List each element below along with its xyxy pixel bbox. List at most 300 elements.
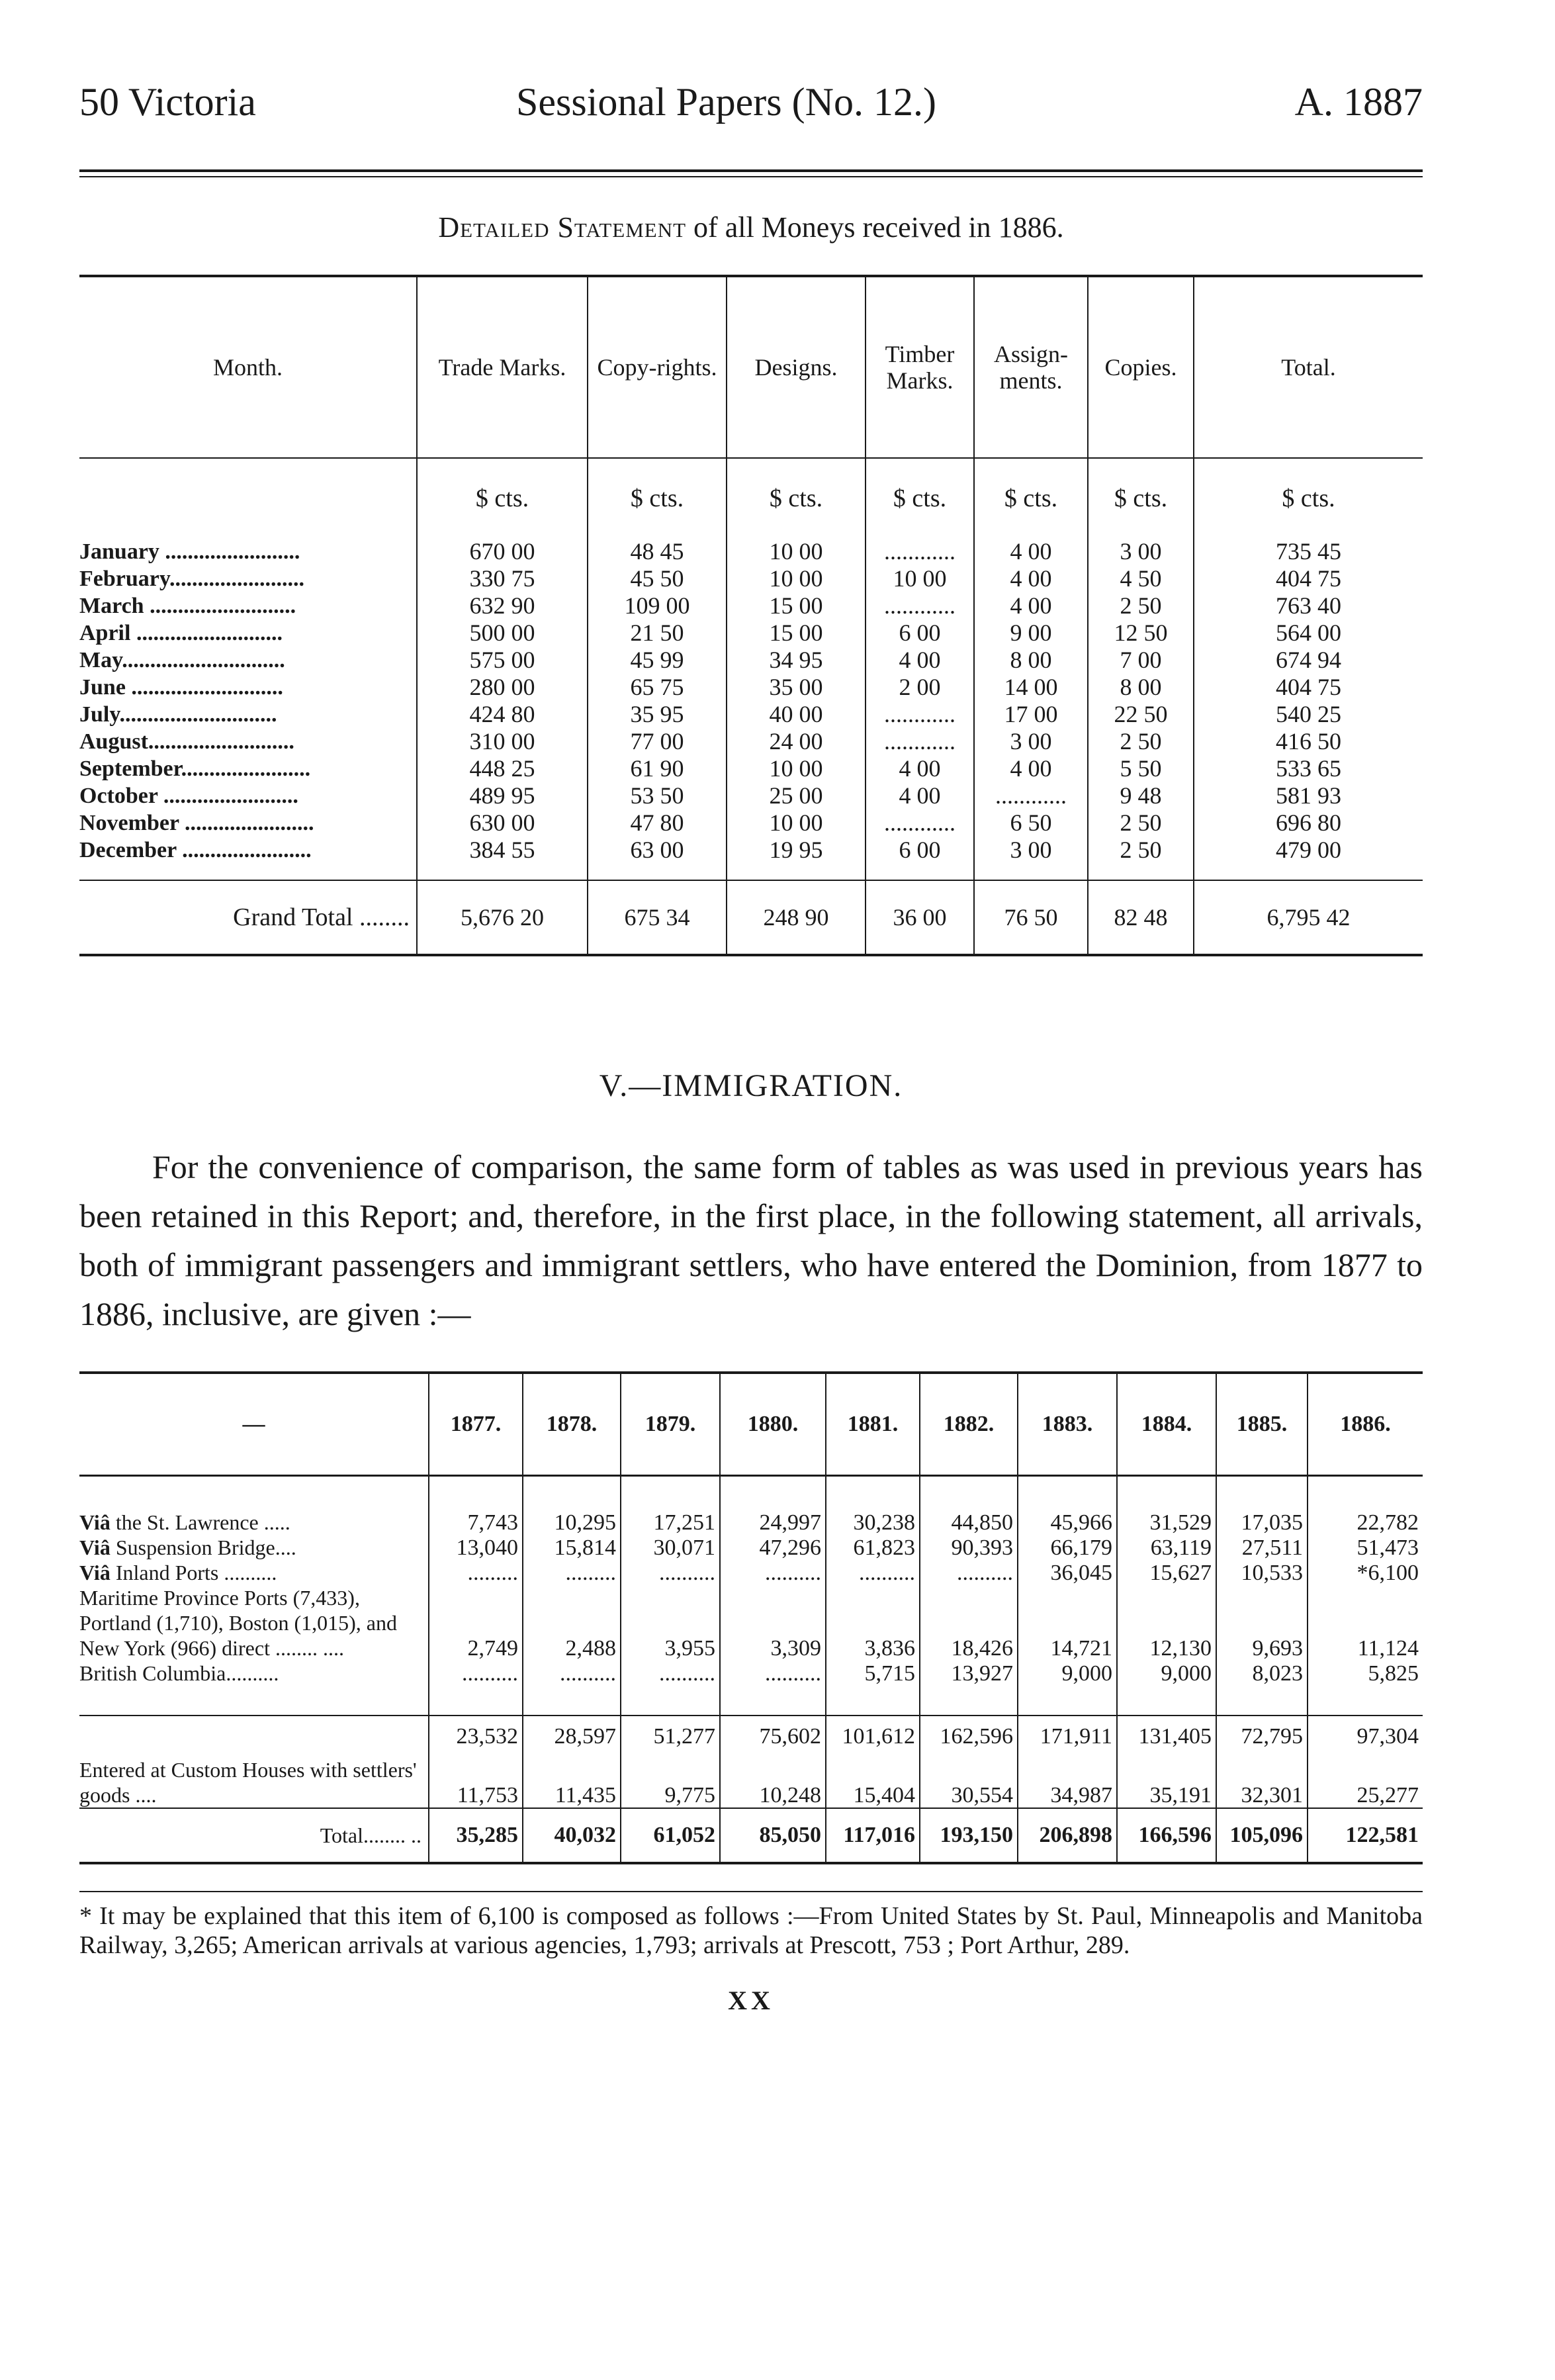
moneys-cell: 12 50 xyxy=(1088,619,1194,647)
immigration-total-cell: 193,150 xyxy=(920,1808,1018,1863)
immigration-row-text: Suspension Bridge.... xyxy=(115,1535,296,1559)
immigration-cell: .......... xyxy=(523,1661,621,1686)
moneys-cell: 4 00 xyxy=(974,538,1088,565)
immigration-cell: 9,000 xyxy=(1018,1661,1117,1686)
moneys-cell: 575 00 xyxy=(417,647,588,674)
immigration-cell: 9,693 xyxy=(1216,1585,1308,1661)
moneys-gap-cell xyxy=(1194,864,1423,880)
moneys-cell: 6 00 xyxy=(866,619,974,647)
immigration-cell: .......... xyxy=(720,1560,826,1585)
moneys-cell: 45 99 xyxy=(588,647,727,674)
immigration-cell: 15,627 xyxy=(1117,1560,1216,1585)
running-head xyxy=(79,79,1423,132)
moneys-grand-total-cell: 76 50 xyxy=(974,880,1088,955)
immigration-customs-cell: 25,277 xyxy=(1308,1757,1423,1808)
moneys-month: April .......................... xyxy=(79,621,283,645)
immigration-via-prefix: Viâ xyxy=(79,1510,111,1534)
moneys-cell: 15 00 xyxy=(727,592,866,619)
immigration-cell: 61,823 xyxy=(826,1535,920,1560)
moneys-cell: 9 48 xyxy=(1088,782,1194,809)
moneys-cell: 47 80 xyxy=(588,809,727,837)
immigration-spacer-cell xyxy=(1308,1476,1423,1510)
moneys-cell: 45 50 xyxy=(588,565,727,592)
immigration-cell: 15,814 xyxy=(523,1535,621,1560)
immigration-spacer-cell xyxy=(920,1686,1018,1716)
page-folio: XX xyxy=(728,1986,774,2015)
immigration-subtotal-cell: 101,612 xyxy=(826,1716,920,1757)
immigration-via-prefix: Viâ xyxy=(79,1561,111,1584)
moneys-cell: 10 00 xyxy=(727,755,866,782)
moneys-cell: 3 00 xyxy=(1088,538,1194,565)
moneys-cell: 632 90 xyxy=(417,592,588,619)
immigration-year-header: 1885. xyxy=(1216,1373,1308,1476)
footnote: * It may be explained that this item of 6,100 is composed as follows :—From United States by St. Paul, Minneapolis and Manitoba Railway, 3,265; American arrivals at various agencies, 1,793; arrivals at Prescott, 753 ; Port Arthur, 289. xyxy=(79,1891,1423,1960)
moneys-gap-cell xyxy=(974,864,1088,880)
immigration-cell: 17,251 xyxy=(621,1510,720,1535)
immigration-year-header: 1878. xyxy=(523,1373,621,1476)
moneys-col-header: Assign-ments. xyxy=(974,276,1088,458)
immigration-cell: .......... xyxy=(621,1661,720,1686)
immigration-total-cell: 85,050 xyxy=(720,1808,826,1863)
immigration-cell: ......... xyxy=(429,1560,523,1585)
table1-title-prefix: Detailed Statement xyxy=(438,211,687,244)
moneys-gap-cell xyxy=(727,864,866,880)
immigration-cell: 30,071 xyxy=(621,1535,720,1560)
moneys-cell: 4 00 xyxy=(974,592,1088,619)
immigration-cell: 7,743 xyxy=(429,1510,523,1535)
immigration-row xyxy=(79,1661,1423,1686)
moneys-month: September....................... xyxy=(79,756,311,781)
moneys-cell: 17 00 xyxy=(974,701,1088,728)
moneys-cell: ............ xyxy=(866,701,974,728)
moneys-row xyxy=(79,674,1423,701)
moneys-gap-cell xyxy=(79,864,417,880)
immigration-row-text: British Columbia.......... xyxy=(79,1661,279,1685)
immigration-spacer-cell xyxy=(621,1686,720,1716)
immigration-spacer-cell xyxy=(1018,1686,1117,1716)
immigration-row-label xyxy=(79,1535,429,1560)
moneys-cell: 404 75 xyxy=(1194,674,1423,701)
moneys-cell: 10 00 xyxy=(727,809,866,837)
moneys-cell: 2 50 xyxy=(1088,592,1194,619)
immigration-cell: 10,295 xyxy=(523,1510,621,1535)
moneys-cell: 8 00 xyxy=(1088,674,1194,701)
table1-title-rest: of all Moneys received in 1886. xyxy=(693,211,1064,244)
immigration-cell: 47,296 xyxy=(720,1535,826,1560)
immigration-row xyxy=(79,1510,1423,1535)
immigration-cell: 36,045 xyxy=(1018,1560,1117,1585)
immigration-spacer-cell xyxy=(720,1476,826,1510)
immigration-cell: .......... xyxy=(621,1560,720,1585)
immigration-spacer-cell xyxy=(720,1686,826,1716)
immigration-spacer-cell xyxy=(621,1476,720,1510)
immigration-cell: 31,529 xyxy=(1117,1510,1216,1535)
moneys-gap-cell xyxy=(588,864,727,880)
moneys-row xyxy=(79,647,1423,674)
moneys-col-header: Timber Marks. xyxy=(866,276,974,458)
immigration-spacer-cell xyxy=(429,1476,523,1510)
immigration-customs-cell: 30,554 xyxy=(920,1757,1018,1808)
document-page xyxy=(79,79,1423,2016)
table1-title xyxy=(79,210,1423,244)
immigration-subtotal-cell: 162,596 xyxy=(920,1716,1018,1757)
moneys-cell: 2 50 xyxy=(1088,728,1194,755)
section-title: V.—IMMIGRATION. xyxy=(599,1068,903,1103)
immigration-year-header: 1884. xyxy=(1117,1373,1216,1476)
moneys-cell: 500 00 xyxy=(417,619,588,647)
immigration-subtotal-label xyxy=(79,1716,429,1757)
immigration-customs-label: Entered at Custom Houses with settlers' goods .... xyxy=(79,1758,417,1807)
immigration-row-label xyxy=(79,1560,429,1585)
moneys-unit-label: $ cts. xyxy=(866,458,974,538)
immigration-cell: 13,927 xyxy=(920,1661,1018,1686)
moneys-cell: 24 00 xyxy=(727,728,866,755)
immigration-total-cell: 35,285 xyxy=(429,1808,523,1863)
moneys-cell: 4 00 xyxy=(866,755,974,782)
immigration-cell: .......... xyxy=(920,1560,1018,1585)
moneys-cell: 7 00 xyxy=(1088,647,1194,674)
immigration-subtotal-cell: 97,304 xyxy=(1308,1716,1423,1757)
moneys-month: January ........................ xyxy=(79,539,300,564)
immigration-cell: 45,966 xyxy=(1018,1510,1117,1535)
moneys-row xyxy=(79,538,1423,565)
immigration-cell: .......... xyxy=(720,1661,826,1686)
immigration-year-header: 1883. xyxy=(1018,1373,1117,1476)
immigration-row-label xyxy=(79,1585,429,1661)
immigration-spacer-cell xyxy=(920,1476,1018,1510)
moneys-cell: 670 00 xyxy=(417,538,588,565)
immigration-spacer-cell xyxy=(79,1476,429,1510)
moneys-month: February........................ xyxy=(79,567,304,591)
immigration-spacer-cell xyxy=(79,1686,429,1716)
immigration-table-header xyxy=(79,1373,1423,1476)
moneys-grand-total-cell: 5,676 20 xyxy=(417,880,588,955)
moneys-month: August.......................... xyxy=(79,729,294,754)
immigration-total-cell: 105,096 xyxy=(1216,1808,1308,1863)
moneys-cell: 10 00 xyxy=(727,565,866,592)
immigration-table xyxy=(79,1371,1423,1864)
moneys-table-header xyxy=(79,276,1423,458)
immigration-cell: 18,426 xyxy=(920,1585,1018,1661)
moneys-unit-label: $ cts. xyxy=(974,458,1088,538)
immigration-total-cell: 117,016 xyxy=(826,1808,920,1863)
moneys-cell: 77 00 xyxy=(588,728,727,755)
immigration-customs-cell: 15,404 xyxy=(826,1757,920,1808)
moneys-cell: 63 00 xyxy=(588,837,727,864)
moneys-unit-label: $ cts. xyxy=(588,458,727,538)
immigration-subtotal-cell: 75,602 xyxy=(720,1716,826,1757)
moneys-grand-total-row xyxy=(79,880,1423,955)
immigration-subtotal-cell: 28,597 xyxy=(523,1716,621,1757)
moneys-month: July............................ xyxy=(79,702,277,727)
immigration-row xyxy=(79,1535,1423,1560)
immigration-customs-cell: 32,301 xyxy=(1216,1757,1308,1808)
immigration-cell: 10,533 xyxy=(1216,1560,1308,1585)
moneys-cell: 40 00 xyxy=(727,701,866,728)
immigration-spacer-cell xyxy=(1216,1476,1308,1510)
moneys-cell: 4 00 xyxy=(866,647,974,674)
moneys-gap-cell xyxy=(1088,864,1194,880)
immigration-cell: 44,850 xyxy=(920,1510,1018,1535)
immigration-subtotal-cell: 23,532 xyxy=(429,1716,523,1757)
immigration-spacer-cell xyxy=(1117,1686,1216,1716)
immigration-row-text: the St. Lawrence ..... xyxy=(115,1510,290,1534)
moneys-cell: 14 00 xyxy=(974,674,1088,701)
moneys-cell: 8 00 xyxy=(974,647,1088,674)
moneys-cell: 416 50 xyxy=(1194,728,1423,755)
moneys-cell: 5 50 xyxy=(1088,755,1194,782)
moneys-cell: 65 75 xyxy=(588,674,727,701)
immigration-row-label xyxy=(79,1510,429,1535)
immigration-cell: ......... xyxy=(523,1560,621,1585)
immigration-spacer-cell xyxy=(523,1686,621,1716)
moneys-cell: 581 93 xyxy=(1194,782,1423,809)
immigration-customs-cell: 10,248 xyxy=(720,1757,826,1808)
immigration-total-row xyxy=(79,1808,1423,1863)
moneys-cell: 3 00 xyxy=(974,728,1088,755)
immigration-subtotal-cell: 131,405 xyxy=(1117,1716,1216,1757)
moneys-row xyxy=(79,701,1423,728)
immigration-cell: .......... xyxy=(826,1560,920,1585)
immigration-subtotal-cell: 72,795 xyxy=(1216,1716,1308,1757)
moneys-cell: 35 00 xyxy=(727,674,866,701)
immigration-total-cell: 166,596 xyxy=(1117,1808,1216,1863)
moneys-table xyxy=(79,275,1423,956)
moneys-cell: 424 80 xyxy=(417,701,588,728)
immigration-spacer-cell xyxy=(429,1686,523,1716)
immigration-cell: 2,749 xyxy=(429,1585,523,1661)
moneys-month: May............................. xyxy=(79,648,285,672)
moneys-row xyxy=(79,755,1423,782)
immigration-spacer-cell xyxy=(826,1476,920,1510)
moneys-cell: 564 00 xyxy=(1194,619,1423,647)
immigration-spacer-cell xyxy=(1216,1686,1308,1716)
moneys-cell: 61 90 xyxy=(588,755,727,782)
moneys-row xyxy=(79,592,1423,619)
immigration-customs-cell: 9,775 xyxy=(621,1757,720,1808)
immigration-cell: 12,130 xyxy=(1117,1585,1216,1661)
immigration-via-prefix: Viâ xyxy=(79,1535,111,1559)
moneys-cell: ............ xyxy=(866,728,974,755)
moneys-cell: 479 00 xyxy=(1194,837,1423,864)
moneys-cell: 280 00 xyxy=(417,674,588,701)
immigration-cell: .......... xyxy=(429,1661,523,1686)
immigration-spacer-cell xyxy=(523,1476,621,1510)
immigration-cell: 11,124 xyxy=(1308,1585,1423,1661)
moneys-cell: 3 00 xyxy=(974,837,1088,864)
header-left: 50 Victoria xyxy=(79,80,256,124)
moneys-col-header: Trade Marks. xyxy=(417,276,588,458)
immigration-year-header: 1879. xyxy=(621,1373,720,1476)
moneys-cell: 489 95 xyxy=(417,782,588,809)
immigration-customs-cell: 11,753 xyxy=(429,1757,523,1808)
moneys-cell: 630 00 xyxy=(417,809,588,837)
moneys-unit-label: $ cts. xyxy=(1194,458,1423,538)
immigration-cell: 3,309 xyxy=(720,1585,826,1661)
immigration-cell: 13,040 xyxy=(429,1535,523,1560)
immigration-subtotal-cell: 51,277 xyxy=(621,1716,720,1757)
moneys-cell: 4 00 xyxy=(974,565,1088,592)
moneys-cell: 384 55 xyxy=(417,837,588,864)
moneys-cell: 19 95 xyxy=(727,837,866,864)
immigration-spacer-cell xyxy=(826,1686,920,1716)
immigration-total-cell: 40,032 xyxy=(523,1808,621,1863)
immigration-cell: 22,782 xyxy=(1308,1510,1423,1535)
immigration-cell: 5,715 xyxy=(826,1661,920,1686)
immigration-cell: 17,035 xyxy=(1216,1510,1308,1535)
moneys-cell: 696 80 xyxy=(1194,809,1423,837)
moneys-cell: 310 00 xyxy=(417,728,588,755)
immigration-spacer-cell xyxy=(1117,1476,1216,1510)
moneys-gap-row xyxy=(79,864,1423,880)
moneys-cell: 404 75 xyxy=(1194,565,1423,592)
immigration-table-body xyxy=(79,1476,1423,1864)
immigration-cell: *6,100 xyxy=(1308,1560,1423,1585)
moneys-unit-label: $ cts. xyxy=(1088,458,1194,538)
immigration-customs-cell: 35,191 xyxy=(1117,1757,1216,1808)
moneys-cell: 15 00 xyxy=(727,619,866,647)
moneys-cell: 533 65 xyxy=(1194,755,1423,782)
immigration-year-header: 1882. xyxy=(920,1373,1018,1476)
moneys-cell: 540 25 xyxy=(1194,701,1423,728)
moneys-cell: ............ xyxy=(866,538,974,565)
moneys-col-header: Copy-rights. xyxy=(588,276,727,458)
moneys-col-header: Designs. xyxy=(727,276,866,458)
immigration-cell: 3,955 xyxy=(621,1585,720,1661)
moneys-grand-total-cell: 6,795 42 xyxy=(1194,880,1423,955)
moneys-month: March .......................... xyxy=(79,594,296,618)
moneys-cell: 53 50 xyxy=(588,782,727,809)
immigration-cell: 8,023 xyxy=(1216,1661,1308,1686)
moneys-unit-label: $ cts. xyxy=(417,458,588,538)
moneys-cell: 10 00 xyxy=(727,538,866,565)
moneys-gap-cell xyxy=(417,864,588,880)
immigration-subtotal-row xyxy=(79,1716,1423,1757)
moneys-table-body xyxy=(79,458,1423,955)
immigration-cell: 27,511 xyxy=(1216,1535,1308,1560)
immigration-cell: 14,721 xyxy=(1018,1585,1117,1661)
moneys-row xyxy=(79,809,1423,837)
immigration-cell: 63,119 xyxy=(1117,1535,1216,1560)
immigration-customs-cell: 11,435 xyxy=(523,1757,621,1808)
immigration-year-header: 1880. xyxy=(720,1373,826,1476)
immigration-year-header: 1877. xyxy=(429,1373,523,1476)
moneys-row xyxy=(79,565,1423,592)
moneys-grand-total-cell: 36 00 xyxy=(866,880,974,955)
moneys-cell: 22 50 xyxy=(1088,701,1194,728)
immigration-customs-cell: 34,987 xyxy=(1018,1757,1117,1808)
immigration-row-text: Maritime Province Ports (7,433), Portland (1,710), Boston (1,015), and New York (966) direct ........ .... xyxy=(79,1586,397,1660)
moneys-month: October ........................ xyxy=(79,784,298,808)
immigration-cell: 5,825 xyxy=(1308,1661,1423,1686)
immigration-corner: — xyxy=(79,1373,429,1476)
immigration-year-header: 1886. xyxy=(1308,1373,1423,1476)
immigration-cell: 24,997 xyxy=(720,1510,826,1535)
moneys-cell: 6 00 xyxy=(866,837,974,864)
moneys-units-blank xyxy=(79,458,417,538)
header-center: Sessional Papers (No. 12.) xyxy=(516,80,936,124)
immigration-spacer-row xyxy=(79,1476,1423,1510)
header-rule xyxy=(79,169,1423,177)
moneys-month: June ........................... xyxy=(79,675,283,700)
section-intro: For the convenience of comparison, the same form of tables as was used in previous years has been retained in this Report; and, therefore, in the first place, in the following statement, all arrivals, both of immigrant passengers and immigrant settlers, who have entered the Dominion, from 1877 to 1886, inclusive, are given :— xyxy=(79,1148,1423,1332)
moneys-row xyxy=(79,619,1423,647)
moneys-row xyxy=(79,728,1423,755)
moneys-cell: 34 95 xyxy=(727,647,866,674)
immigration-cell: 66,179 xyxy=(1018,1535,1117,1560)
moneys-cell: 4 00 xyxy=(866,782,974,809)
moneys-cell: 4 00 xyxy=(974,755,1088,782)
moneys-cell: 10 00 xyxy=(866,565,974,592)
immigration-total-cell: 122,581 xyxy=(1308,1808,1423,1863)
immigration-customs-row xyxy=(79,1757,1423,1808)
moneys-cell: 2 00 xyxy=(866,674,974,701)
moneys-col-header: Month. xyxy=(212,354,283,381)
moneys-cell: 25 00 xyxy=(727,782,866,809)
immigration-row xyxy=(79,1585,1423,1661)
immigration-cell: 2,488 xyxy=(523,1585,621,1661)
moneys-cell: 674 94 xyxy=(1194,647,1423,674)
moneys-cell: 330 75 xyxy=(417,565,588,592)
moneys-grand-total-cell: 82 48 xyxy=(1088,880,1194,955)
moneys-cell: ............ xyxy=(866,809,974,837)
moneys-month: November ....................... xyxy=(79,811,314,835)
immigration-row xyxy=(79,1560,1423,1585)
moneys-cell: 9 00 xyxy=(974,619,1088,647)
moneys-grand-total-cell: 675 34 xyxy=(588,880,727,955)
immigration-cell: 30,238 xyxy=(826,1510,920,1535)
immigration-total-cell: 206,898 xyxy=(1018,1808,1117,1863)
header-right: A. 1887 xyxy=(1294,80,1423,124)
moneys-grand-total-label: Grand Total ........ xyxy=(79,880,417,955)
immigration-spacer-row xyxy=(79,1686,1423,1716)
immigration-cell: 9,000 xyxy=(1117,1661,1216,1686)
immigration-cell: 90,393 xyxy=(920,1535,1018,1560)
moneys-grand-total-cell: 248 90 xyxy=(727,880,866,955)
moneys-cell: ............ xyxy=(866,592,974,619)
immigration-cell: 51,473 xyxy=(1308,1535,1423,1560)
immigration-year-header: 1881. xyxy=(826,1373,920,1476)
moneys-cell: 448 25 xyxy=(417,755,588,782)
moneys-cell: 6 50 xyxy=(974,809,1088,837)
immigration-spacer-cell xyxy=(1308,1686,1423,1716)
immigration-total-cell: 61,052 xyxy=(621,1808,720,1863)
moneys-row xyxy=(79,782,1423,809)
moneys-gap-cell xyxy=(866,864,974,880)
moneys-unit-label: $ cts. xyxy=(727,458,866,538)
immigration-row-label xyxy=(79,1661,429,1686)
moneys-units-row xyxy=(79,458,1423,538)
moneys-cell: 2 50 xyxy=(1088,809,1194,837)
moneys-cell: 4 50 xyxy=(1088,565,1194,592)
moneys-col-header: Total. xyxy=(1194,276,1423,458)
immigration-row-text: Inland Ports .......... xyxy=(115,1561,277,1584)
moneys-cell: 48 45 xyxy=(588,538,727,565)
moneys-cell: 763 40 xyxy=(1194,592,1423,619)
moneys-cell: 35 95 xyxy=(588,701,727,728)
immigration-total-label: Total........ .. xyxy=(79,1808,429,1863)
immigration-cell: 3,836 xyxy=(826,1585,920,1661)
immigration-spacer-cell xyxy=(1018,1476,1117,1510)
immigration-subtotal-cell: 171,911 xyxy=(1018,1716,1117,1757)
moneys-cell: 735 45 xyxy=(1194,538,1423,565)
moneys-cell: 109 00 xyxy=(588,592,727,619)
moneys-cell: 21 50 xyxy=(588,619,727,647)
moneys-month: December ....................... xyxy=(79,838,312,862)
moneys-cell: 2 50 xyxy=(1088,837,1194,864)
moneys-col-header: Copies. xyxy=(1088,276,1194,458)
moneys-row xyxy=(79,837,1423,864)
